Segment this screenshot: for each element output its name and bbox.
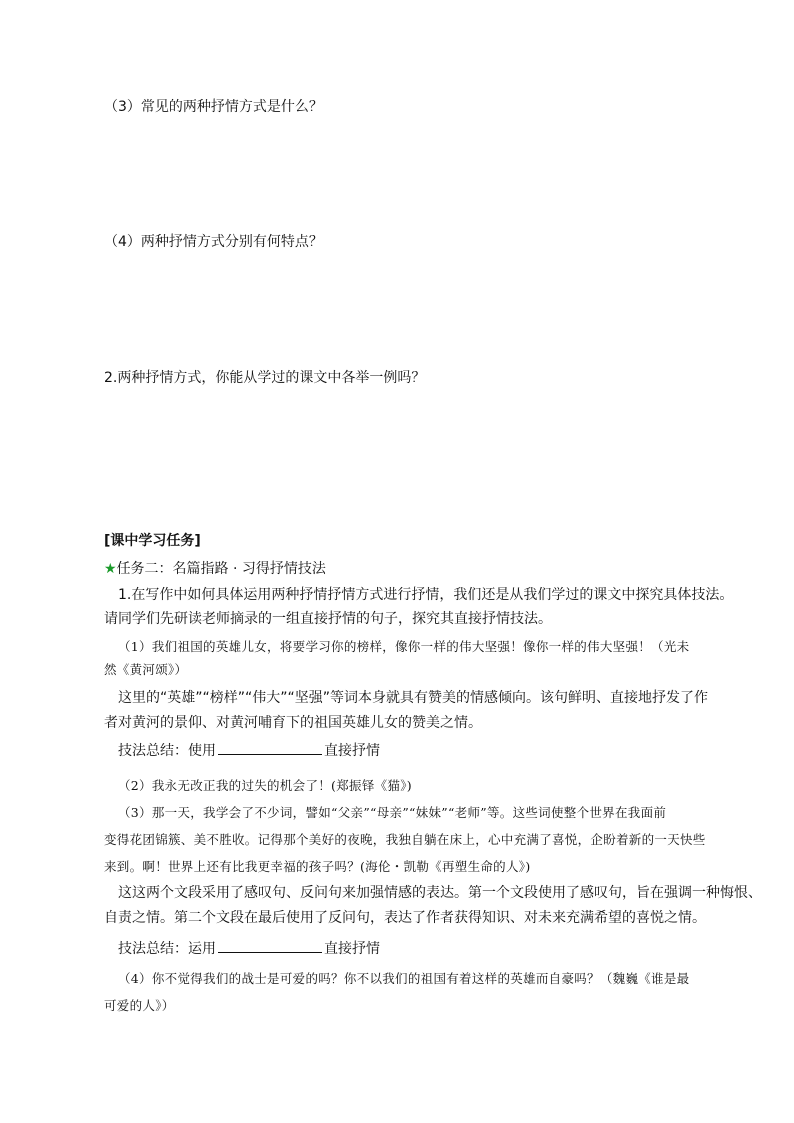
example-3-line-1: （3）那一天，我学会了不少词，譬如“父亲”“母亲”“妹妹”“老师”等。这些词使整个世界在我面前 (118, 805, 667, 820)
summary-2-blank[interactable] (218, 938, 322, 953)
summary-2-prefix: 技法总结：运用 (118, 941, 216, 957)
summary-1-blank[interactable] (218, 740, 322, 755)
analysis-2-line-2: 自责之情。第二个文段在最后使用了反问句，表达了作者获得知识、对未来充满希望的喜悦之情。 (104, 910, 706, 926)
section-title: [课中学习任务] (104, 533, 201, 549)
example-1-line-1: （1）我们祖国的英雄儿女，将要学习你的榜样，像你一样的伟大坚强！像你一样的伟大坚强！（光未 (118, 639, 690, 654)
example-3-line-2: 变得花团锦簇、美不胜收。记得那个美好的夜晚，我独自躺在床上，心中充满了喜悦，企盼着新的一天快些 (104, 832, 706, 847)
summary-1-prefix: 技法总结：使用 (118, 743, 216, 759)
question-4: （4）两种抒情方式分别有何特点？ (104, 234, 323, 250)
intro-line-1: 1.在写作中如何具体运用两种抒情抒情方式进行抒情，我们还是从我们学过的课文中探究具体技法。 (118, 587, 734, 603)
star-icon: ★ (104, 561, 117, 577)
example-4-line-1: （4）你不觉得我们的战士是可爱的吗？你不以我们的祖国有着这样的英雄而自豪吗？（魏巍《谁是最 (118, 971, 690, 986)
summary-2 (118, 938, 380, 959)
question-2: 2.两种抒情方式，你能从学过的课文中各举一例吗？ (104, 370, 426, 386)
analysis-2-line-1: 这这两个文段采用了感叹句、反问句来加强情感的表达。第一个文段使用了感叹句，旨在强调一种悔恨、 (118, 885, 762, 901)
task-title: 任务二：名篇指路 · 习得抒情技法 (116, 561, 326, 577)
example-3-line-3: 来到。啊！世界上还有比我更幸福的孩子吗？(海伦・凯勒《再塑生命的人》) (104, 859, 531, 874)
question-3: （3）常见的两种抒情方式是什么？ (104, 99, 323, 115)
intro-line-2: 请同学们先研读老师摘录的一组直接抒情的句子，探究其直接抒情技法。 (104, 611, 552, 627)
summary-1 (118, 740, 380, 761)
example-1-line-2: 然《黄河颂》） (104, 662, 188, 677)
analysis-1-line-2: 者对黄河的景仰、对黄河哺育下的祖国英雄儿女的赞美之情。 (104, 715, 482, 731)
example-4-line-2: 可爱的人》） (104, 998, 175, 1013)
example-2-line-1: （2）我永无改正我的过失的机会了！(郑振铎《猫》) (118, 778, 412, 793)
summary-1-suffix: 直接抒情 (324, 743, 380, 759)
summary-2-suffix: 直接抒情 (324, 941, 380, 957)
analysis-1-line-1: 这里的“英雄”“榜样”“伟大”“坚强”等词本身就具有赞美的情感倾向。该句鲜明、直接地抒发了作 (118, 690, 709, 706)
task-heading (104, 559, 326, 579)
